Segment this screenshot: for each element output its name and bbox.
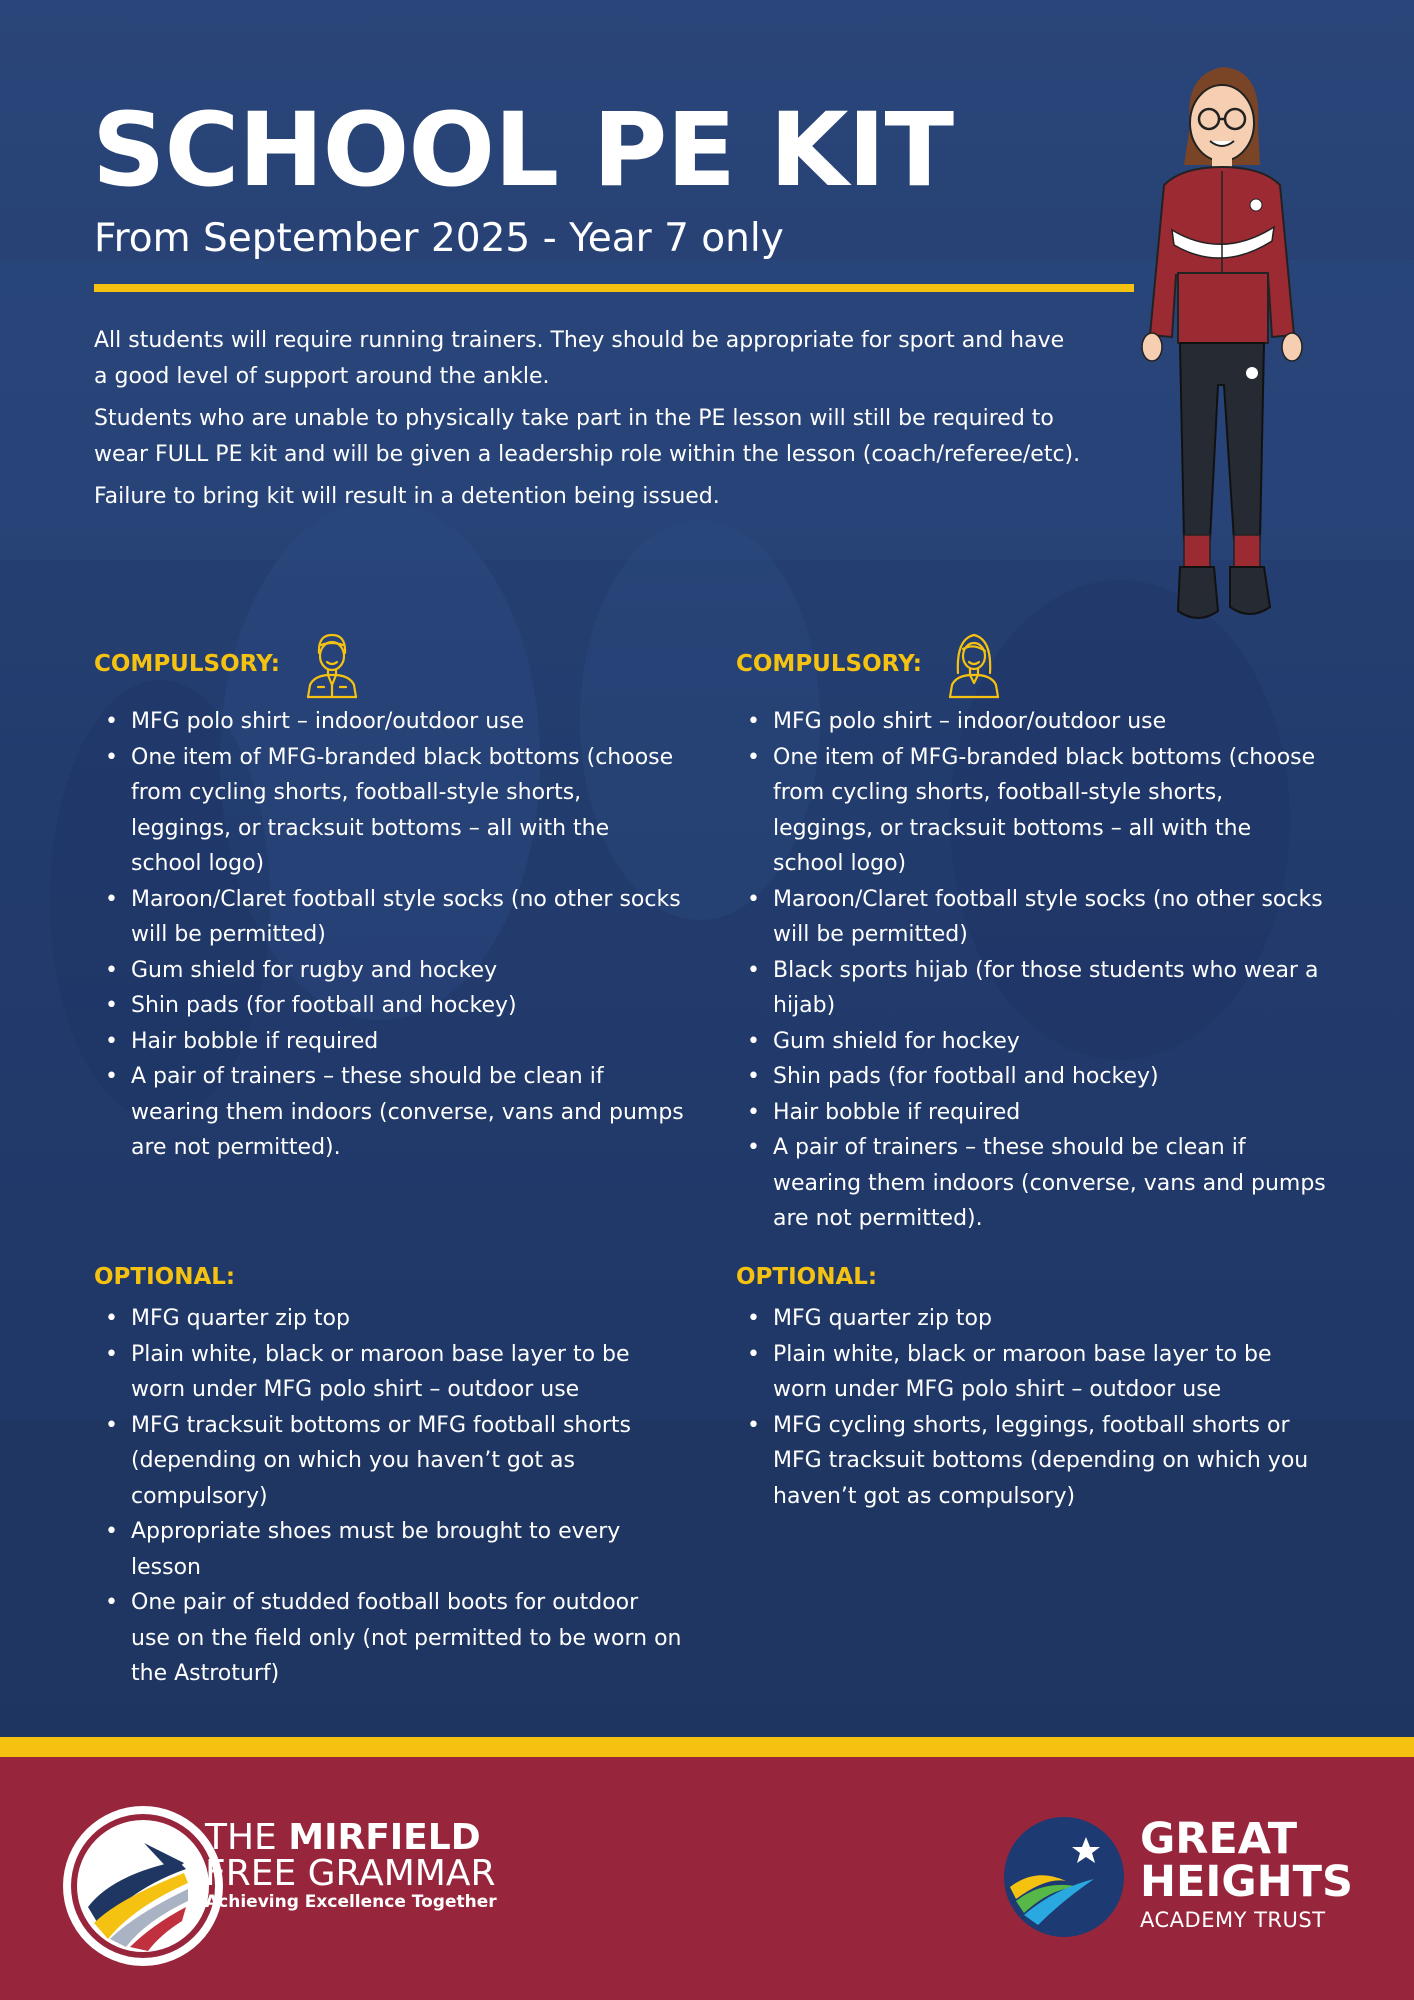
school-name-bold: MIRFIELD [288, 1817, 481, 1858]
left-compulsory-list [94, 704, 684, 1166]
mirfield-free-grammar-logo [60, 1803, 226, 1969]
school-name-line2: FREE GRAMMAR [205, 1853, 496, 1894]
list-item: • Maroon/Claret football style socks (no other socks will be permitted) [94, 882, 684, 953]
list-item: • One item of MFG-branded black bottoms (choose from cycling shorts, football-style shorts, leggings, or tracksuit bottoms – all with the school logo) [736, 740, 1326, 882]
list-item: • MFG polo shirt – indoor/outdoor use [94, 704, 684, 740]
mirfield-free-grammar-wordmark [205, 1817, 497, 1912]
list-item: • Hair bobble if required [736, 1095, 1326, 1131]
right-compulsory-list [736, 704, 1326, 1237]
optional-heading: OPTIONAL: [736, 1264, 878, 1290]
compulsory-heading: COMPULSORY: [736, 651, 922, 677]
school-name-prefix: THE [205, 1817, 289, 1858]
great-heights-wordmark [1140, 1814, 1353, 1932]
list-item: • Gum shield for hockey [736, 1024, 1326, 1060]
girl-avatar-icon [944, 629, 1004, 699]
intro-paragraph: Students who are unable to physically take part in the PE lesson will still be required to wear FULL PE kit and will be given a leadership role within the lesson (coach/referee/etc). [94, 406, 1081, 467]
list-item: • Plain white, black or maroon base layer to be worn under MFG polo shirt – outdoor use [736, 1337, 1326, 1408]
intro-paragraph: Failure to bring kit will result in a detention being issued. [94, 484, 720, 509]
list-item: • MFG quarter zip top [736, 1301, 1326, 1337]
great-heights-logo [1002, 1815, 1126, 1939]
left-optional-section [94, 1257, 684, 1692]
list-item: • One pair of studded football boots for outdoor use on the field only (not permitted to be worn on the Astroturf) [94, 1585, 684, 1692]
footer-accent-band [0, 1737, 1414, 1757]
left-compulsory-header [94, 628, 684, 700]
list-item: • Black sports hijab (for those students who wear a hijab) [736, 953, 1326, 1024]
right-compulsory-header [736, 628, 1326, 700]
title-divider [94, 284, 1134, 292]
list-item: • Appropriate shoes must be brought to every lesson [94, 1514, 684, 1585]
list-item: • One item of MFG-branded black bottoms (choose from cycling shorts, football-style shorts, leggings, or tracksuit bottoms – all with the school logo) [94, 740, 684, 882]
list-item: • Hair bobble if required [94, 1024, 684, 1060]
page-subtitle: From September 2025 - Year 7 only [94, 216, 784, 261]
list-item: • MFG polo shirt – indoor/outdoor use [736, 704, 1326, 740]
list-item: • MFG quarter zip top [94, 1301, 684, 1337]
right-compulsory-section [736, 628, 1326, 1237]
boy-avatar-icon [302, 629, 362, 699]
left-compulsory-section [94, 628, 684, 1166]
list-item: • Gum shield for rugby and hockey [94, 953, 684, 989]
list-item: • MFG cycling shorts, leggings, football shorts or MFG tracksuit bottoms (depending on which you haven’t got as compulsory) [736, 1408, 1326, 1515]
list-item: • A pair of trainers – these should be clean if wearing them indoors (converse, vans and pumps are not permitted). [94, 1059, 684, 1166]
school-name-line1 [205, 1817, 497, 1858]
right-optional-section [736, 1257, 1326, 1514]
intro-text [94, 323, 1084, 521]
right-optional-list [736, 1301, 1326, 1514]
page-title: SCHOOL PE KIT [92, 91, 954, 210]
list-item: • MFG tracksuit bottoms or MFG football shorts (depending on which you haven’t got as compulsory) [94, 1408, 684, 1515]
trust-name-line2: HEIGHTS [1140, 1857, 1353, 1907]
school-tagline: Achieving Excellence Together [205, 1892, 497, 1912]
list-item: • Maroon/Claret football style socks (no other socks will be permitted) [736, 882, 1326, 953]
left-optional-list [94, 1301, 684, 1692]
compulsory-heading: COMPULSORY: [94, 651, 280, 677]
optional-heading: OPTIONAL: [94, 1264, 236, 1290]
list-item: • Shin pads (for football and hockey) [736, 1059, 1326, 1095]
intro-paragraph: All students will require running trainers. They should be appropriate for sport and have a good level of support around the ankle. [94, 328, 1065, 389]
list-item: • A pair of trainers – these should be clean if wearing them indoors (converse, vans and pumps are not permitted). [736, 1130, 1326, 1237]
trust-name-line1: GREAT [1140, 1814, 1298, 1864]
trust-name-line3: ACADEMY TRUST [1140, 1908, 1326, 1932]
student-in-pe-kit-illustration [1122, 55, 1322, 635]
list-item: • Shin pads (for football and hockey) [94, 988, 684, 1024]
list-item: • Plain white, black or maroon base layer to be worn under MFG polo shirt – outdoor use [94, 1337, 684, 1408]
